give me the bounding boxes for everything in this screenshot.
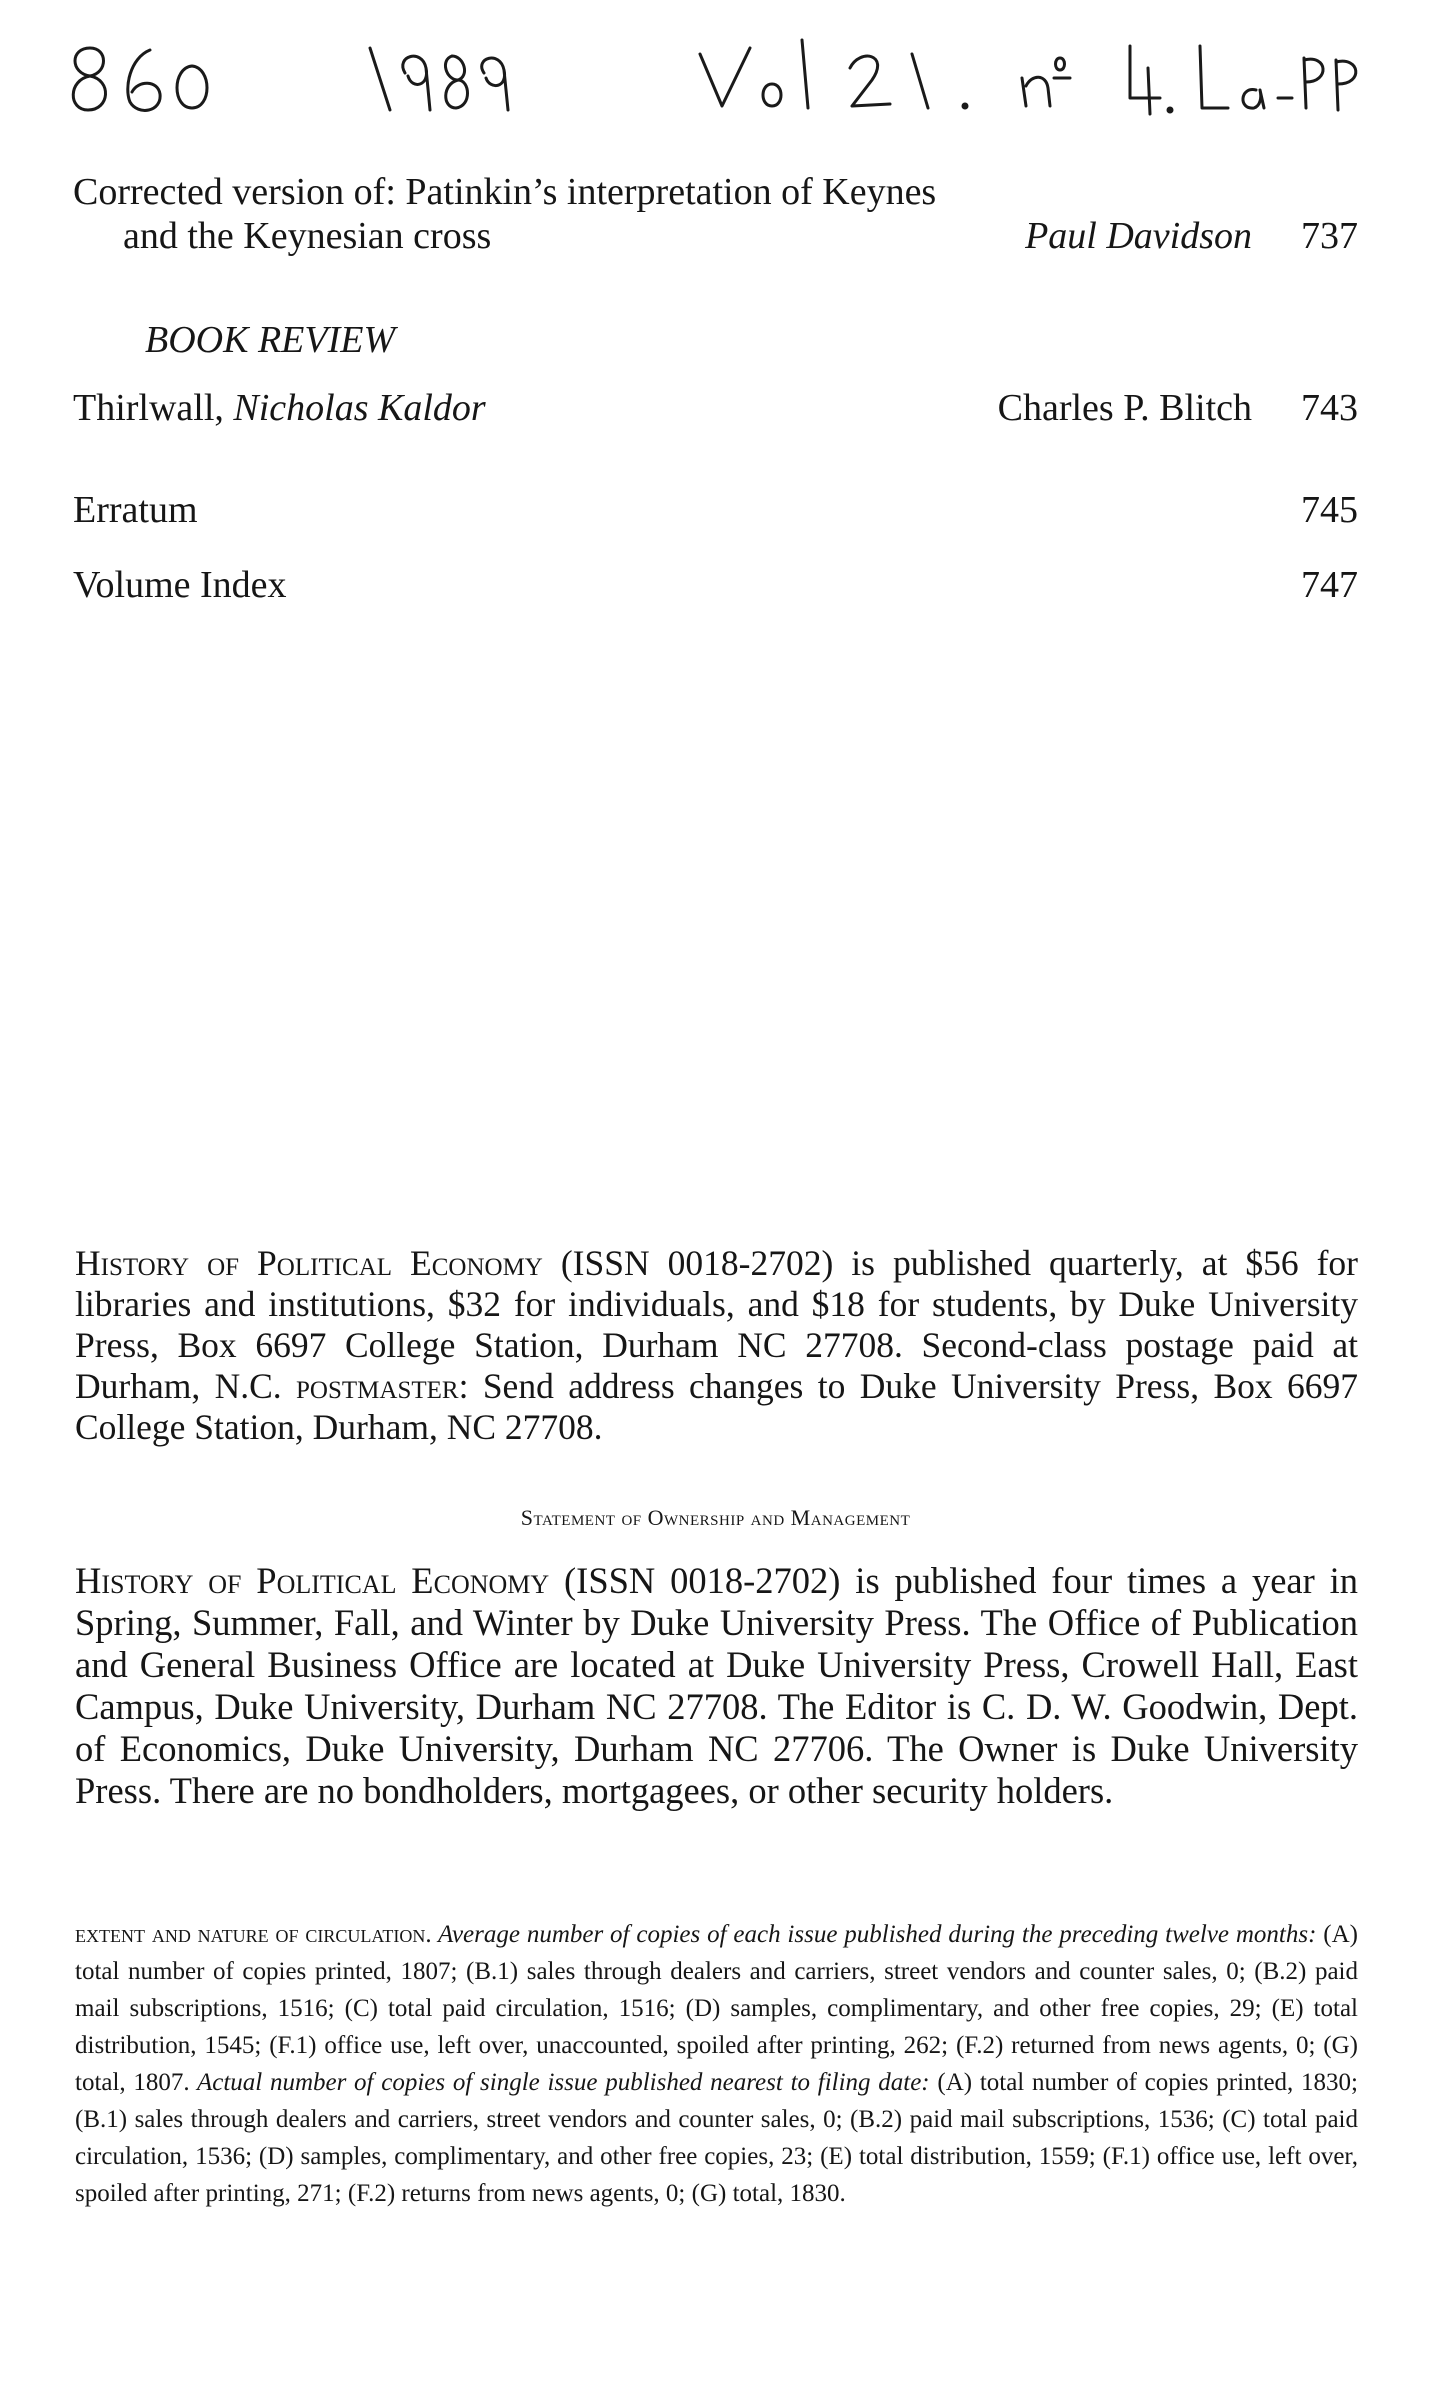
circulation-statement — [75, 1916, 1358, 2212]
circulation-actual-heading: Actual number of copies of single issue published nearest to filing date: — [189, 2069, 930, 2096]
toc-entry-title — [73, 386, 486, 430]
handwritten-annotation — [60, 18, 1380, 128]
circulation-label: extent and nature of circulation. — [75, 1921, 432, 1948]
toc-entry-author: Paul Davidson — [1025, 215, 1252, 257]
statement-body — [75, 1560, 1358, 1812]
section-heading-book-review: BOOK REVIEW — [145, 319, 396, 361]
journal-name: History of Political Economy — [75, 1243, 543, 1283]
toc-entry-thirlwall — [73, 386, 1358, 430]
toc-entry-patinkin — [73, 170, 1358, 258]
toc-entry-page: 737 — [1301, 215, 1358, 257]
toc-entry-page: 745 — [1301, 489, 1358, 531]
toc-entry-title-plain: Thirlwall, — [73, 387, 234, 429]
circulation-average-text: (A) total number of copies printed, 1807; (B.1) sales through dealers and carriers, street vendors and counter sales, 0; (B.2) paid mail subscriptions, 1516; (C) total paid circulation, 1516; (D) samples, complimentary, and other free copies, 29; (E) total distribution, 1545; (F.1) office use, left over, unaccounted, spoiled after printing, 262; (F.2) returned from news agents, 0; (G) total, 1807. — [75, 1921, 1358, 2096]
toc-entry-title: Volume Index — [73, 564, 287, 606]
statement-text: (ISSN 0018-2702) is published four times a year in Spring, Summer, Fall, and Winter by Duke University Press. The Office of Publication and General Business Office are located at Duke University Press, Crowell Hall, East Campus, Duke University, Durham NC 27708. The Editor is C. D. W. Goodwin, Dept. of Economics, Duke University, Durham NC 27706. The Owner is Duke University Press. There are no bondholders, mortgagees, or other security holders. — [75, 1560, 1358, 1811]
toc-entry-title-line2: and the Keynesian cross — [123, 215, 492, 257]
toc-entry-title-line1: Corrected version of: Patinkin’s interpretation of Keynes — [73, 171, 937, 213]
toc-entry-title: Erratum — [73, 489, 198, 531]
journal-name: History of Political Economy — [75, 1560, 550, 1601]
publication-notice — [75, 1243, 1358, 1448]
statement-title: Statement of Ownership and Management — [520, 1505, 911, 1530]
toc-entry-volume-index — [73, 563, 1358, 607]
handwriting-strokes — [60, 18, 1380, 128]
publication-text-1: (ISSN 0018-2702) is published quarterly, at $56 for libraries and institutions, $32 for individuals, and $18 for students, by Duke University Press, Box 6697 College Station, Durham NC 27708. Second-class postage paid at Durham, N.C. — [75, 1243, 1358, 1406]
postmaster-label: postmaster — [296, 1366, 459, 1406]
circulation-actual-text: (A) total number of copies printed, 1830; (B.1) sales through dealers and carriers, street vendors and counter sales, 0; (B.2) paid mail subscriptions, 1536; (C) total paid circulation, 1536; (D) samples, complimentary, and other free copies, 23; (E) total distribution, 1559; (F.1) office use, left over, spoiled after printing, 271; (F.2) returns from news agents, 0; (G) total, 1830. — [75, 2069, 1358, 2207]
publication-text-2: : Send address changes to Duke University Press, Box 6697 College Station, Durham, NC 27708. — [75, 1366, 1358, 1447]
toc-entry-author: Charles P. Blitch — [997, 387, 1252, 429]
toc-entry-erratum — [73, 488, 1358, 532]
toc-entry-page: 743 — [1301, 387, 1358, 429]
toc-entry-title-italic: Nicholas Kaldor — [233, 387, 486, 429]
toc-entry-page: 747 — [1301, 564, 1358, 606]
circulation-average-heading: Average number of copies of each issue published during the preceding twelve months: — [431, 1921, 1317, 1948]
